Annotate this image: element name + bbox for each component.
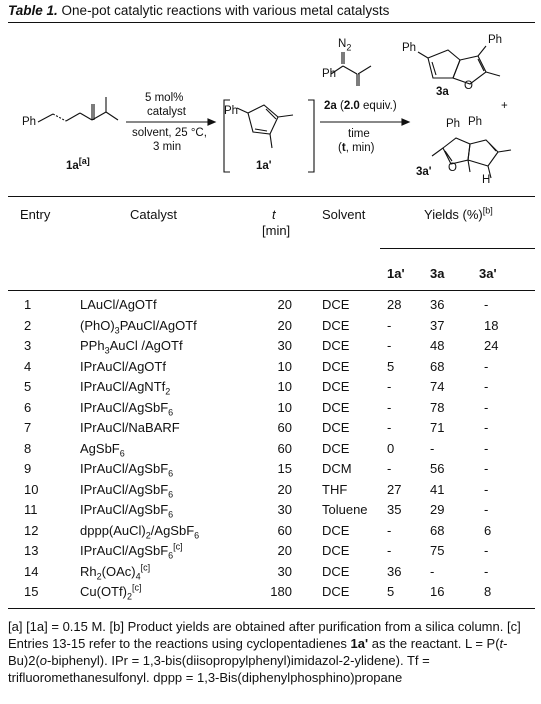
cell-solvent: DCE <box>322 420 350 435</box>
cell-time: 60 <box>277 522 292 538</box>
cell-yield-3a: - <box>430 440 435 456</box>
product2-phenyl-right: Ph <box>468 116 483 128</box>
reaction-scheme <box>8 30 535 190</box>
table-row <box>0 297 541 313</box>
catalyst-sub: 6 <box>168 489 174 500</box>
cell-yield-3a-prime: 6 <box>484 522 492 538</box>
table-row <box>0 543 541 559</box>
cell-yield-3a-prime: - <box>484 420 489 435</box>
catalyst-sub2: 6 <box>194 530 200 541</box>
cell-yield-1a-prime: 35 <box>387 502 402 517</box>
cell-solvent: THF <box>322 481 348 497</box>
cell-yield-3a: 68 <box>430 358 445 374</box>
product2-label: 3a' <box>416 166 432 178</box>
top-rule <box>8 22 535 23</box>
reagent-phenyl: Ph <box>322 68 337 80</box>
cell-catalyst <box>80 502 174 520</box>
cell-yield-3a-prime: - <box>484 563 489 579</box>
cell-catalyst <box>80 461 174 479</box>
cell-time: 20 <box>277 297 292 312</box>
cell-solvent: DCE <box>322 358 350 374</box>
cell-catalyst <box>80 379 171 397</box>
cell-yield-3a-prime: - <box>484 399 489 415</box>
cond2-equiv-unit: equiv.) <box>363 100 397 112</box>
header-solvent: Solvent <box>322 207 366 222</box>
cell-yield-1a-prime: 36 <box>387 563 402 579</box>
header-rule <box>8 290 535 291</box>
catalyst-text: IPrAuCl/AgNTf <box>80 379 166 394</box>
catalyst-tail: (OAc) <box>101 563 136 579</box>
catalyst-tail: AuCl /AgOTf <box>109 338 183 353</box>
table-row <box>0 564 541 580</box>
footnote-c-rest: -biphenyl). IPr = 1,3-bis(diisopropylphenyl)imidazol-2-ylidene). Tf = trifluoromethanesulfonyl. dppp = 1,3-Bis(diphenylphosphino)propane <box>8 653 430 685</box>
cell-yield-3a: 74 <box>430 379 445 394</box>
cell-time: 180 <box>270 584 292 599</box>
cell-entry: 10 <box>24 481 39 497</box>
cell-solvent: DCE <box>322 543 350 558</box>
cell-catalyst <box>80 582 142 602</box>
catalyst-text: IPrAuCl/AgSbF <box>80 399 169 415</box>
cell-time: 30 <box>277 502 292 517</box>
intermediate-phenyl: Ph <box>224 105 239 117</box>
cell-yield-1a-prime: - <box>387 420 392 435</box>
table-row <box>0 441 541 457</box>
catalyst-sub: 6 <box>168 407 174 418</box>
table-label: Table 1. <box>8 3 58 18</box>
cell-time: 60 <box>277 420 292 435</box>
cell-entry: 11 <box>24 502 38 517</box>
cell-yield-3a: 78 <box>430 399 445 415</box>
cell-yield-3a: - <box>430 563 435 579</box>
table-row <box>0 482 541 498</box>
cell-solvent: Toluene <box>322 502 368 517</box>
cond1-solvent: solvent, 25 °C, <box>132 127 207 139</box>
cell-entry: 14 <box>24 563 39 579</box>
cell-solvent: DCE <box>322 399 350 415</box>
cell-yield-1a-prime: - <box>387 461 392 476</box>
footnote-a: [a] [1a] = 0.15 M. <box>8 619 106 634</box>
cell-yield-3a: 75 <box>430 543 445 558</box>
header-yields-text: Yields (%) <box>424 207 483 222</box>
cell-catalyst <box>80 338 183 356</box>
table-row <box>0 338 541 354</box>
footnote-b: [b] Product yields are obtained after purification from a silica column. <box>109 619 504 634</box>
product2-hydrogen: H <box>482 174 491 186</box>
cell-yield-1a-prime: 5 <box>387 584 395 599</box>
cell-entry: 1 <box>24 297 32 312</box>
catalyst-text: IPrAuCl/AgOTf <box>80 358 166 374</box>
cell-entry: 9 <box>24 461 32 476</box>
header-time-unit: [min] <box>262 223 291 238</box>
catalyst-tail: PAuCl/AgOTf <box>119 317 197 333</box>
cell-time: 10 <box>277 358 292 374</box>
catalyst-sub2: 4 <box>135 571 141 582</box>
cell-time: 15 <box>277 461 292 476</box>
catalyst-text: dppp(AuCl) <box>80 522 146 538</box>
cell-entry: 2 <box>24 317 32 333</box>
cell-solvent: DCE <box>322 297 350 312</box>
cell-catalyst <box>80 541 183 561</box>
cell-entry: 5 <box>24 379 32 394</box>
cell-catalyst <box>80 297 157 312</box>
cell-solvent: DCM <box>322 461 352 476</box>
cell-yield-1a-prime: 27 <box>387 481 402 497</box>
cell-catalyst <box>80 562 151 582</box>
catalyst-footnote: [c] <box>140 562 151 573</box>
cell-yield-1a-prime: - <box>387 522 392 538</box>
catalyst-sub: 3 <box>104 345 110 356</box>
cell-solvent: DCE <box>322 379 350 394</box>
cell-yield-3a: 36 <box>430 297 445 312</box>
cell-yield-1a-prime: 28 <box>387 297 402 312</box>
table-row <box>0 379 541 395</box>
table-row <box>0 359 541 375</box>
cond1-loading: 5 mol% <box>145 92 184 104</box>
cell-yield-3a: 41 <box>430 481 445 497</box>
table-row <box>0 502 541 518</box>
cell-yield-3a-prime: 18 <box>484 317 499 333</box>
cell-yield-1a-prime: - <box>387 379 392 394</box>
catalyst-sub: 6 <box>168 468 174 479</box>
reagent-n: N <box>338 38 347 50</box>
catalyst-text: Rh <box>80 563 97 579</box>
catalyst-text: Cu(OTf) <box>80 584 127 599</box>
catalyst-text: IPrAuCl/AgSbF <box>80 543 169 558</box>
cell-entry: 4 <box>24 358 32 374</box>
cell-yield-3a-prime: - <box>484 440 489 456</box>
cond2-time-label: time <box>348 128 370 140</box>
catalyst-text: (PhO) <box>80 317 115 333</box>
cell-solvent: DCE <box>322 440 350 456</box>
cond2-time-value: (t, min) <box>338 142 375 154</box>
cell-solvent: DCE <box>322 563 350 579</box>
cell-time: 20 <box>277 543 292 558</box>
cell-yield-1a-prime: - <box>387 317 392 333</box>
header-catalyst: Catalyst <box>130 207 177 222</box>
cell-catalyst <box>80 317 197 336</box>
reactant-phenyl: Ph <box>22 116 37 128</box>
cell-entry: 7 <box>24 420 32 435</box>
cell-time: 20 <box>277 481 292 497</box>
cell-yield-3a-prime: 8 <box>484 584 492 599</box>
footnote-c-bu: -Bu)2( <box>8 636 508 668</box>
cell-yield-3a-prime: - <box>484 461 489 476</box>
header-1a-prime: 1a' <box>387 266 405 281</box>
header-entry: Entry <box>20 207 51 222</box>
catalyst-sub: 2 <box>145 530 151 541</box>
catalyst-text: IPrAuCl/AgSbF <box>80 502 169 517</box>
footnote-c-t: t <box>499 636 504 651</box>
header-3a-prime: 3a' <box>479 266 497 281</box>
table-row <box>0 400 541 416</box>
product1-phenyl-left: Ph <box>402 42 417 54</box>
cell-entry: 8 <box>24 440 32 456</box>
cell-entry: 12 <box>24 522 39 538</box>
bottom-rule <box>8 608 535 609</box>
catalyst-sub: 6 <box>168 550 174 561</box>
cell-yield-3a-prime: - <box>484 358 489 374</box>
cell-entry: 13 <box>24 543 39 558</box>
header-yields <box>424 207 493 222</box>
cell-solvent: DCE <box>322 338 350 353</box>
catalyst-tail: /AgSbF <box>150 522 195 538</box>
reactant-footnote: [a] <box>78 156 90 167</box>
cell-catalyst <box>80 420 180 435</box>
product1-label: 3a <box>436 86 449 98</box>
cell-yield-3a: 48 <box>430 338 445 353</box>
footnote-c-o: o <box>39 653 48 668</box>
cell-time: 60 <box>277 440 292 456</box>
cell-time: 10 <box>277 399 292 415</box>
cond1-time: 3 min <box>153 141 182 153</box>
catalyst-text: IPrAuCl/AgSbF <box>80 481 169 497</box>
footnote-c: [c] Entries 13-15 refer to the reactions using cyclopentadienes <box>8 619 521 651</box>
cell-yield-1a-prime: - <box>387 543 392 558</box>
cell-solvent: DCE <box>322 317 350 333</box>
cell-entry: 3 <box>24 338 32 353</box>
catalyst-sub: 2 <box>96 571 102 582</box>
table-row <box>0 318 541 334</box>
catalyst-sub: 6 <box>168 509 174 520</box>
product2-phenyl-left: Ph <box>446 118 461 130</box>
catalyst-text: IPrAuCl/NaBARF <box>80 420 180 435</box>
reactant-id: 1a <box>66 160 79 172</box>
catalyst-text: PPh <box>80 338 105 353</box>
cond2-equiv: 2.0 <box>343 100 360 112</box>
catalyst-sub: 2 <box>126 591 132 602</box>
cell-time: 10 <box>277 379 292 394</box>
cell-yield-3a-prime: - <box>484 502 489 517</box>
yields-rule <box>380 248 535 249</box>
cell-yield-3a: 37 <box>430 317 445 333</box>
product2-oxygen: O <box>448 162 457 174</box>
cell-yield-3a: 56 <box>430 461 445 476</box>
table-title <box>8 3 389 18</box>
catalyst-sub: 6 <box>119 448 125 459</box>
cell-yield-3a: 68 <box>430 522 445 538</box>
footnote-c-compound: 1a' <box>350 636 369 651</box>
header-yields-footnote: [b] <box>482 205 493 216</box>
cell-solvent: DCE <box>322 522 350 538</box>
header-time: t <box>272 207 276 222</box>
cell-yield-3a-prime: - <box>484 543 489 558</box>
catalyst-text: LAuCl/AgOTf <box>80 297 157 312</box>
cell-time: 20 <box>277 317 292 333</box>
header-3a: 3a <box>430 266 445 281</box>
footnotes <box>8 618 535 686</box>
cell-yield-3a-prime: - <box>484 379 489 394</box>
catalyst-footnote: [c] <box>131 582 142 593</box>
intermediate-label: 1a' <box>256 160 272 172</box>
cell-catalyst <box>80 522 200 541</box>
catalyst-sub: 3 <box>114 325 120 336</box>
cell-yield-3a: 71 <box>430 420 445 435</box>
table-row <box>0 584 541 600</box>
cell-entry: 6 <box>24 399 32 415</box>
table-row <box>0 420 541 436</box>
cell-yield-1a-prime: - <box>387 399 392 415</box>
cell-catalyst <box>80 399 174 418</box>
reagent-diazo <box>338 38 352 53</box>
cell-yield-3a-prime: 24 <box>484 338 499 353</box>
footnote-c-reactant: as the reactant. L = P( <box>371 636 500 651</box>
catalyst-footnote: [c] <box>173 541 183 552</box>
cell-yield-1a-prime: 5 <box>387 358 395 374</box>
cond2-t: t <box>341 142 346 154</box>
cell-yield-3a: 16 <box>430 584 445 599</box>
cell-solvent: DCE <box>322 584 350 599</box>
catalyst-text: AgSbF <box>80 440 120 456</box>
cell-yield-3a: 29 <box>430 502 445 517</box>
cell-catalyst <box>80 481 174 500</box>
reactant-label <box>66 156 90 172</box>
cond2-t-unit: , min) <box>345 142 375 154</box>
cell-yield-3a-prime: - <box>484 481 489 497</box>
cell-yield-3a-prime: - <box>484 297 489 312</box>
cell-yield-1a-prime: 0 <box>387 440 395 456</box>
catalyst-sub: 2 <box>165 386 171 397</box>
plus-sign: + <box>501 100 508 112</box>
cond2-reagent: 2a (2.0 equiv.) <box>324 100 397 112</box>
cell-yield-1a-prime: - <box>387 338 392 353</box>
scheme-rule <box>8 196 535 197</box>
product1-oxygen: O <box>464 80 473 92</box>
product1-phenyl-right: Ph <box>488 34 503 46</box>
table-row <box>0 461 541 477</box>
reagent-n-sub: 2 <box>346 42 352 53</box>
cell-catalyst <box>80 359 166 374</box>
cell-time: 30 <box>277 563 292 579</box>
table-caption: One-pot catalytic reactions with various metal catalysts <box>61 3 390 18</box>
catalyst-text: IPrAuCl/AgSbF <box>80 461 169 476</box>
cond1-catalyst: catalyst <box>147 106 186 118</box>
cell-entry: 15 <box>24 584 39 599</box>
cell-catalyst <box>80 440 125 459</box>
cond2-reagent-id: 2a <box>324 100 337 112</box>
cell-time: 30 <box>277 338 292 353</box>
table-row <box>0 523 541 539</box>
